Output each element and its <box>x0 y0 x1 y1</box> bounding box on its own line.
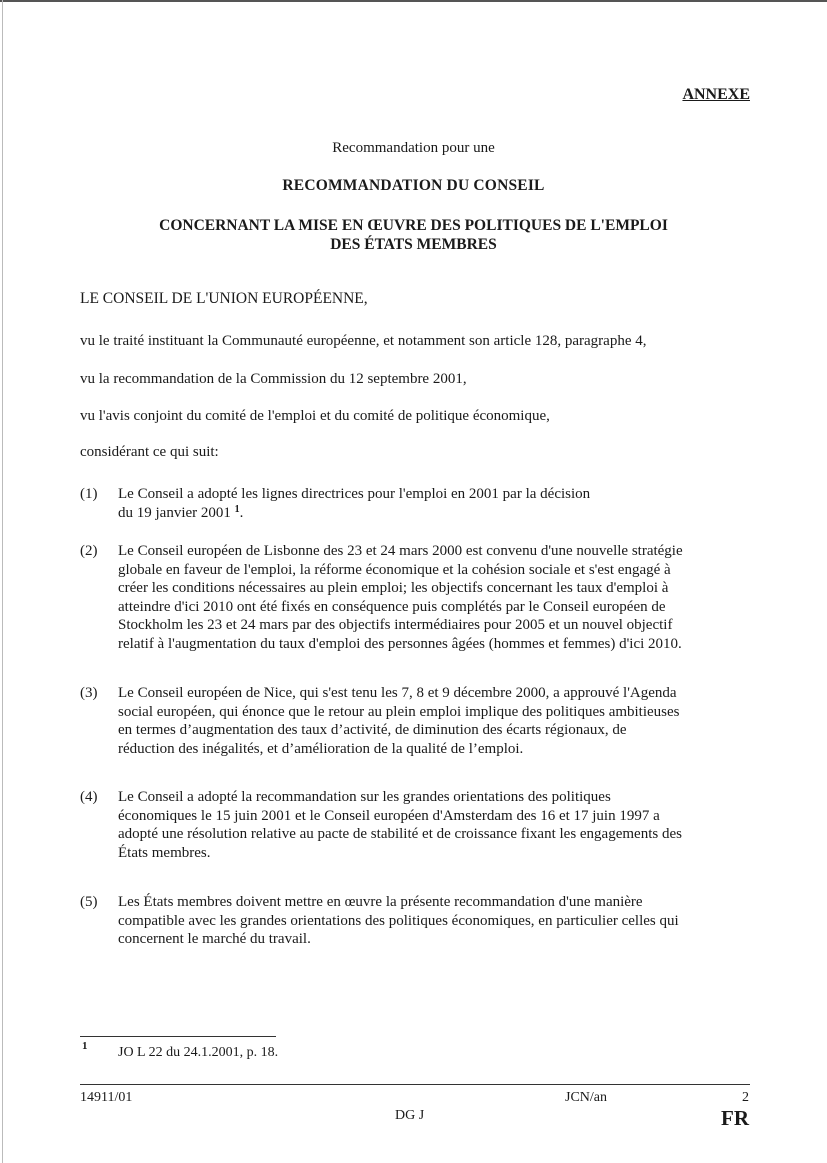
document-title-continued <box>0 216 827 254</box>
recital-line-with-note <box>118 504 750 523</box>
council-heading: LE CONSEIL DE L'UNION EUROPÉENNE, <box>80 290 368 307</box>
recital-line-end: . <box>239 504 244 521</box>
page-number: 2 <box>742 1090 749 1105</box>
recital-line: Les États membres doivent mettre en œuvre la présente recommandation d'une manière <box>118 894 643 910</box>
author-initials: JCN/an <box>565 1090 607 1105</box>
recital-line: adopté une résolution relative au pacte de stabilité et de croissance fixant les engagements des <box>118 826 682 842</box>
citation-recommendation: vu la recommandation de la Commission du 12 septembre 2001, <box>80 371 467 387</box>
recital-line: économiques le 15 juin 2001 et le Conseil européen d'Amsterdam des 16 et 17 juin 1997 a <box>118 807 660 824</box>
top-border <box>0 0 827 2</box>
recital-line: créer les conditions nécessaires au plein emploi; les objectifs concernant les taux d'emploi à <box>118 580 669 596</box>
footnote-separator <box>80 1036 276 1037</box>
recital-line: atteindre d'ici 2010 ont été fixés en conséquence puis complétés par le Conseil européen de <box>118 598 666 615</box>
recital-number: (4) <box>80 789 98 805</box>
footnote-text: JO L 22 du 24.1.2001, p. 18. <box>118 1045 279 1060</box>
document-subtitle: Recommandation pour une <box>332 140 495 156</box>
recital-line: en termes d’augmentation des taux d’activité, de diminution des écarts régionaux, de <box>118 722 627 738</box>
recital-text <box>118 485 750 522</box>
title-line: DES ÉTATS MEMBRES <box>330 236 497 253</box>
recital-number: (2) <box>80 543 98 559</box>
citation-opinion: vu l'avis conjoint du comité de l'emploi et du comité de politique économique, <box>80 408 550 424</box>
recital-line: Le Conseil européen de Nice, qui s'est tenu les 7, 8 et 9 décembre 2000, a approuvé l'Agenda <box>118 685 677 701</box>
recital-line: globale en faveur de l'emploi, la réforme économique et la cohésion sociale et s'est engagé à <box>118 561 671 578</box>
footnote-reference: 1 <box>234 503 240 515</box>
annex-label: ANNEXE <box>682 86 750 103</box>
recital-line: États membres. <box>118 844 211 861</box>
document-title: RECOMMANDATION DU CONSEIL <box>282 177 545 194</box>
recital-number: (1) <box>80 486 98 502</box>
citation-treaty: vu le traité instituant la Communauté européenne, et notamment son article 128, paragraphe 4, <box>80 333 647 349</box>
recital-text <box>118 684 750 758</box>
recital-line: Stockholm les 23 et 24 mars par des objectifs intermédiaires pour 2005 et un nouvel objectif <box>118 617 673 633</box>
recital-number: (5) <box>80 894 98 910</box>
recital-line: relatif à l'augmentation du taux d'emploi des personnes âgées (hommes et femmes) d'ici 2010. <box>118 635 682 652</box>
recital-line: compatible avec les grandes orientations des politiques économiques, en particulier celles qui <box>118 912 679 929</box>
recital-line: social européen, qui énonce que le retour au plein emploi implique des politiques ambitieuses <box>118 703 680 720</box>
recital-line: réduction des inégalités, et d’amélioration de la qualité de l’emploi. <box>118 740 524 757</box>
recital-line: Le Conseil a adopté la recommandation sur les grandes orientations des politiques <box>118 789 611 805</box>
recital-text <box>118 893 750 949</box>
title-line: CONCERNANT LA MISE EN ŒUVRE DES POLITIQUES DE L'EMPLOI <box>159 217 668 234</box>
whereas-heading: considérant ce qui suit: <box>80 444 219 460</box>
recital-text <box>118 542 750 653</box>
document-reference: 14911/01 <box>80 1090 133 1105</box>
footnote-mark: 1 <box>82 1040 88 1052</box>
language-code: FR <box>721 1106 749 1130</box>
directorate: DG J <box>395 1108 425 1123</box>
recital-line: Le Conseil européen de Lisbonne des 23 et 24 mars 2000 est convenu d'une nouvelle stratégie <box>118 543 683 559</box>
recital-line: Le Conseil a adopté les lignes directrices pour l'emploi en 2001 par la décision <box>118 486 591 502</box>
recital-text <box>118 788 750 862</box>
footer-separator <box>80 1084 750 1085</box>
recital-number: (3) <box>80 685 98 701</box>
recital-line: concernent le marché du travail. <box>118 931 311 947</box>
recital-line: du 19 janvier 2001 <box>118 504 231 521</box>
scan-left-edge <box>2 0 3 1163</box>
